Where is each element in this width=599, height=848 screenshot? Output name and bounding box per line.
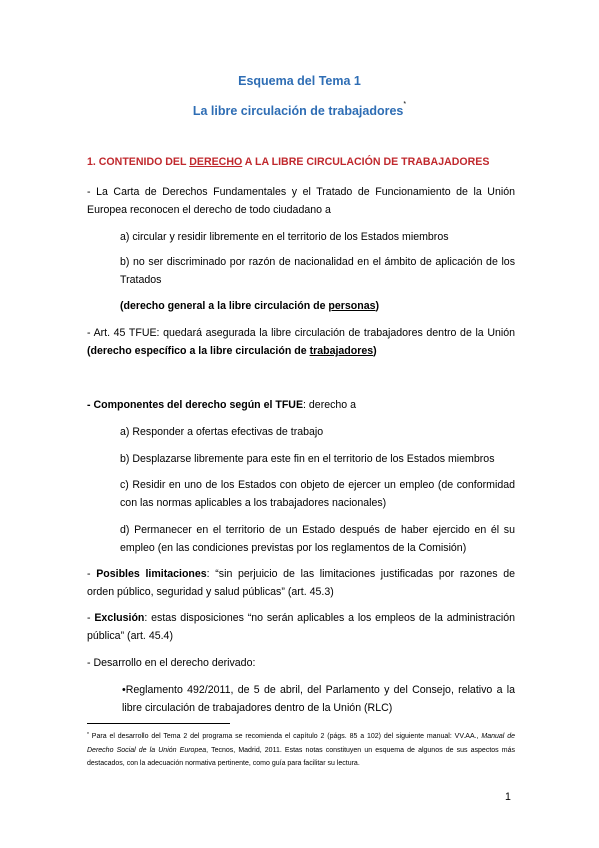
components-rest: : derecho a <box>303 399 357 411</box>
footnote <box>87 730 515 771</box>
footnote-separator <box>87 723 230 724</box>
document-subtitle <box>0 101 599 118</box>
paragraph-exclusion <box>87 609 515 645</box>
limitations-rest: : “sin perjuicio de las limitaciones justificadas por razones de orden público, seguridad y salud públicas” (art. 45.3) <box>87 568 515 598</box>
general-right-underlined: personas <box>328 300 376 312</box>
paragraph-charter: - La Carta de Derechos Fundamentales y el Tratado de Funcionamiento de la Unión Europea reconocen el derecho de todo ciudadano a <box>87 186 515 216</box>
exclusion-rest: : estas disposiciones “no serán aplicables a los empleos de la administración pública” (art. 45.4) <box>87 612 515 642</box>
regulation-bullet: •Reglamento 492/2011, de 5 de abril, del Parlamento y del Consejo, relativo a la libre circulación de trabajadores dentro de la Unión (RLC) <box>122 684 515 714</box>
section-heading-1 <box>87 156 489 168</box>
exclusion-dash: - <box>87 612 95 624</box>
components-bold: - Componentes del derecho según el TFUE <box>87 399 304 411</box>
heading-rest: A LA LIBRE CIRCULACIÓN DE TRABAJADORES <box>242 156 490 168</box>
footnote-reference-mark: * <box>403 101 407 108</box>
title-text: Esquema del Tema 1 <box>238 74 361 88</box>
art45-bold-open: (derecho específico a la libre circulación de <box>87 345 310 357</box>
exclusion-bold: Exclusión <box>94 612 145 624</box>
component-c: c) Residir en uno de los Estados con objeto de ejercer un empleo (de conformidad con las normas aplicables a los trabajadores nacionales) <box>120 479 515 509</box>
limitations-dash: - <box>87 568 97 580</box>
component-b: b) Desplazarse libremente para este fin en el territorio de los Estados miembros <box>120 453 495 465</box>
page-number: 1 <box>505 791 511 803</box>
footnote-book-title: Manual de Derecho Social de la Unión Europea <box>87 733 515 754</box>
paragraph-components <box>87 396 515 414</box>
footnote-text-2: , Tecnos, Madrid, 2011. Estas notas constituyen un esquema de algunos de sus aspectos más destacados, con la adecuación normativa pertinente, como guía para facilitar su lectura. <box>87 746 515 767</box>
subtitle-text: La libre circulación de trabajadores <box>192 104 404 118</box>
general-right-close: ) <box>375 300 380 312</box>
heading-underlined-word: DERECHO <box>189 156 243 168</box>
component-a: a) Responder a ofertas efectivas de trabajo <box>120 426 324 438</box>
general-right-note <box>120 297 515 315</box>
footnote-mark: * <box>87 732 89 738</box>
footnote-text-1: Para el desarrollo del Tema 2 del programa se recomienda el capítulo 2 (págs. 85 a 102) del siguiente manual: VV.AA., <box>88 733 482 740</box>
general-right-open: (derecho general a la libre circulación de <box>120 300 329 312</box>
limitations-bold: Posibles limitaciones <box>96 568 207 580</box>
paragraph-art45 <box>87 324 515 360</box>
list-item-b: b) no ser discriminado por razón de nacionalidad en el ámbito de aplicación de los Tratados <box>120 256 515 286</box>
paragraph-derived: - Desarrollo en el derecho derivado: <box>87 657 256 669</box>
list-item-a: a) circular y residir libremente en el territorio de los Estados miembros <box>120 231 449 243</box>
document-title <box>0 74 599 88</box>
art45-underlined: trabajadores <box>309 345 374 357</box>
art45-bold-close: ) <box>373 345 377 357</box>
component-d: d) Permanecer en el territorio de un Estado después de haber ejercido en él su empleo (en las condiciones previstas por los reglamentos de la Comisión) <box>120 524 515 554</box>
paragraph-limitations <box>87 565 515 601</box>
heading-number: 1. CONTENIDO DEL <box>87 156 190 168</box>
art45-text: - Art. 45 TFUE: quedará asegurada la libre circulación de trabajadores dentro de la Unión <box>87 327 515 339</box>
